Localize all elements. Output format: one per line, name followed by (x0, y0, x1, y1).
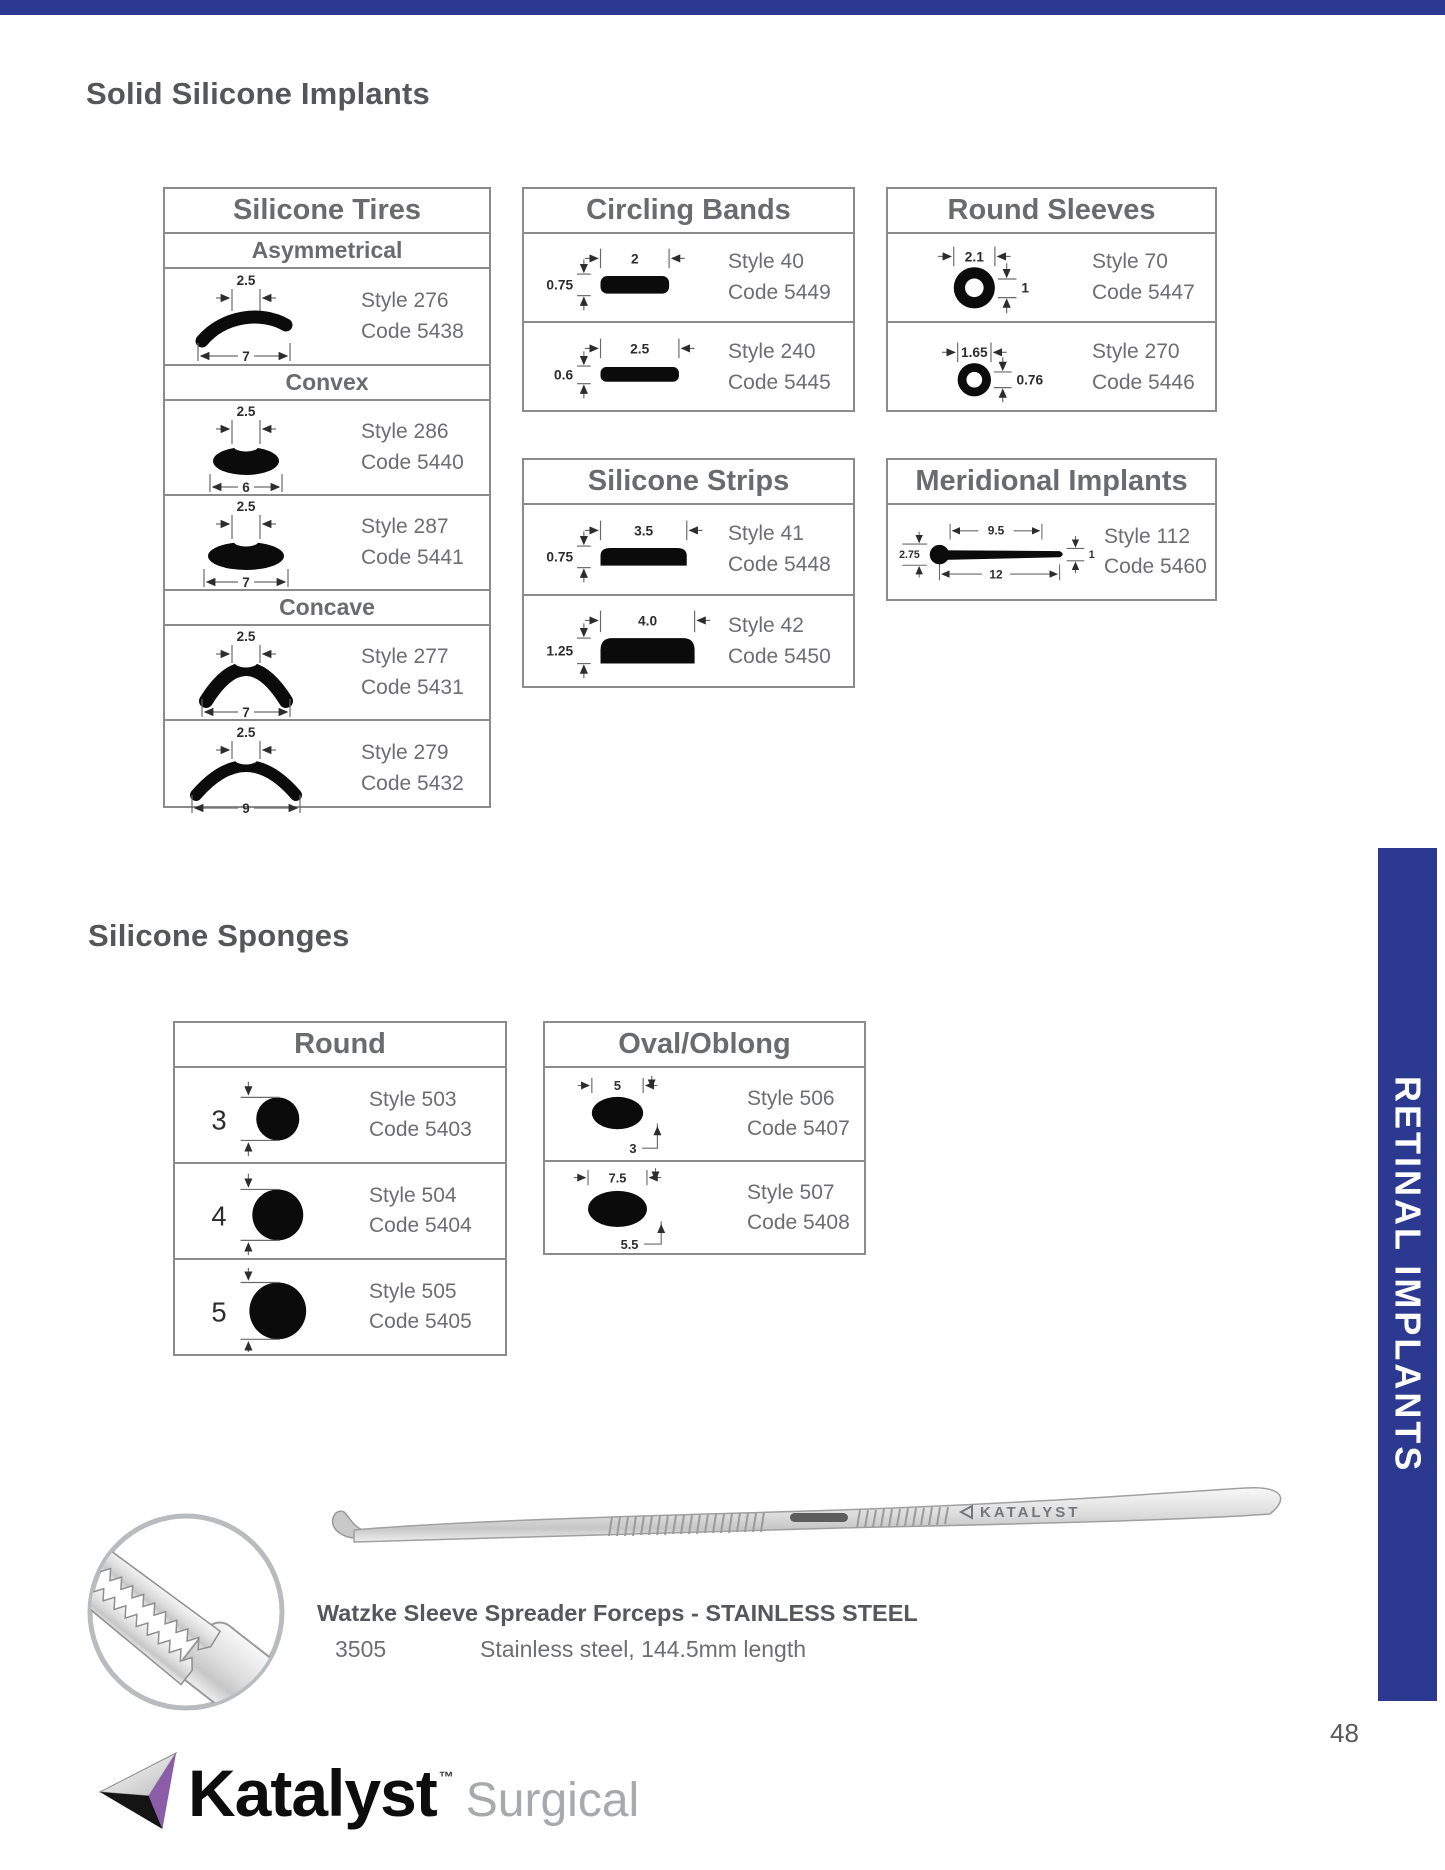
code-label: Code 5449 (728, 280, 831, 304)
dim-label: 0.75 (546, 277, 574, 293)
section-label-convex: Convex (165, 366, 489, 401)
product-name: Watzke Sleeve Spreader Forceps - STAINLESS STEEL (317, 1600, 918, 1626)
dim-label: 0.76 (1016, 372, 1044, 388)
style-label: Style 505 (369, 1279, 457, 1303)
dim-label: 1 (1021, 280, 1030, 296)
brand-trademark: ™ (438, 1769, 454, 1786)
dim-label: 7 (242, 574, 250, 589)
table-row (165, 626, 489, 721)
silicone-tires-table (163, 187, 491, 815)
brand-logo (98, 1736, 640, 1830)
table-row (165, 496, 489, 591)
retinal-implants-tab (1378, 848, 1437, 1701)
code-label: Code 5404 (369, 1214, 472, 1237)
band-40-diagram (528, 232, 724, 324)
table-row (524, 234, 853, 323)
table-row (175, 1164, 505, 1260)
dim-label: 2.75 (899, 549, 920, 562)
style-code (728, 519, 831, 580)
code-label: Code 5405 (369, 1310, 472, 1333)
code-label: Code 5440 (361, 450, 464, 474)
style-code (1092, 337, 1195, 398)
style-code (361, 512, 464, 573)
dim-label: 7 (242, 348, 250, 363)
style-label: Style 41 (728, 522, 804, 546)
table-row (524, 323, 853, 412)
forceps-tip-inset (84, 1510, 289, 1715)
code-label: Code 5441 (361, 545, 464, 569)
style-label: Style 240 (728, 340, 816, 364)
table-row (888, 234, 1215, 323)
style-label: Style 270 (1092, 340, 1180, 364)
style-label: Style 112 (1104, 524, 1190, 548)
strip-42-diagram (528, 596, 724, 688)
engraving-text: KATALYST (980, 1504, 1081, 1521)
table-row (524, 505, 853, 596)
strip-41-diagram (528, 504, 724, 596)
table-row (524, 596, 853, 687)
section-heading-solid: Solid Silicone Implants (86, 76, 430, 111)
table-row (545, 1162, 864, 1254)
sponge-503-diagram (187, 1068, 347, 1162)
code-label: Code 5432 (361, 771, 464, 795)
style-code (361, 738, 464, 799)
section-label-asymmetrical: Asymmetrical (165, 234, 489, 269)
dim-label: 4.0 (638, 612, 658, 628)
page-number: 48 (1330, 1718, 1359, 1748)
product-sku: 3505 (335, 1636, 387, 1662)
table-row (545, 1068, 864, 1162)
sponge-504-diagram (187, 1164, 347, 1258)
dim-label: 7 (242, 704, 250, 719)
style-label: Style 507 (747, 1180, 835, 1204)
code-label: Code 5408 (747, 1211, 850, 1234)
sleeve-270-diagram (892, 322, 1088, 414)
tire-276-diagram (179, 271, 339, 363)
style-label: Style 276 (361, 289, 449, 313)
code-label: Code 5431 (361, 675, 464, 699)
table-title: Silicone Strips (524, 460, 853, 505)
style-label: Style 287 (361, 515, 449, 539)
dim-label: 7.5 (608, 1170, 627, 1186)
code-label: Code 5446 (1092, 370, 1195, 394)
style-label: Style 504 (369, 1183, 457, 1207)
top-accent-bar (0, 0, 1445, 15)
dim-label: 5 (211, 1296, 227, 1328)
dim-label: 5 (613, 1078, 622, 1094)
tire-277-diagram (179, 627, 339, 719)
style-code (361, 642, 464, 703)
code-label: Code 5460 (1104, 555, 1207, 578)
tire-287-diagram (179, 497, 339, 589)
style-label: Style 503 (369, 1087, 457, 1111)
brand-suffix: Surgical (465, 1774, 640, 1827)
forceps-slot (790, 1513, 848, 1522)
dim-label: 0.6 (554, 367, 574, 383)
style-label: Style 506 (747, 1086, 835, 1110)
dim-label: 3 (211, 1104, 227, 1136)
style-code (1104, 522, 1207, 583)
section-label-concave: Concave (165, 591, 489, 626)
table-row (165, 401, 489, 496)
retinal-implants-label: RETINAL IMPLANTS (1387, 1075, 1429, 1474)
table-title: Oval/Oblong (545, 1023, 864, 1068)
style-label: Style 42 (728, 614, 804, 638)
style-code (369, 1181, 472, 1242)
code-label: Code 5445 (728, 370, 831, 394)
sponges-oval-table (543, 1021, 866, 1255)
product-description: Stainless steel, 144.5mm length (480, 1636, 807, 1662)
dim-label: 9 (242, 800, 250, 815)
code-label: Code 5448 (728, 552, 831, 576)
section-heading-sponges: Silicone Sponges (88, 918, 350, 953)
table-row (165, 269, 489, 366)
table-row (175, 1068, 505, 1164)
band-240-diagram (528, 322, 724, 414)
sponge-507-diagram (551, 1161, 741, 1255)
dim-label: 2.5 (236, 628, 256, 644)
code-label: Code 5407 (747, 1117, 850, 1140)
dim-label: 2.5 (236, 498, 256, 514)
meridional-112-diagram (890, 506, 1102, 598)
circling-bands-table (522, 187, 855, 412)
sponge-505-diagram (187, 1260, 347, 1354)
dim-label: 2.5 (236, 403, 256, 419)
table-title: Silicone Tires (165, 189, 489, 234)
dim-label: 2.5 (236, 272, 256, 288)
table-row (175, 1260, 505, 1354)
style-label: Style 279 (361, 741, 449, 765)
code-label: Code 5438 (361, 319, 464, 343)
code-label: Code 5403 (369, 1118, 472, 1141)
code-label: Code 5450 (728, 644, 831, 668)
table-row (888, 323, 1215, 412)
dim-label: 1.25 (546, 643, 574, 659)
forceps-photo (320, 1472, 1310, 1597)
dim-label: 5.5 (620, 1236, 639, 1252)
dim-label: 3.5 (634, 522, 654, 538)
dim-label: 2 (630, 250, 639, 266)
table-title: Meridional Implants (888, 460, 1215, 505)
style-code (747, 1178, 850, 1239)
style-code (728, 247, 831, 308)
style-code (361, 286, 464, 347)
dim-label: 4 (211, 1200, 227, 1232)
dim-label: 1 (1088, 549, 1095, 562)
table-row (165, 721, 489, 816)
style-code (369, 1085, 472, 1146)
style-label: Style 70 (1092, 250, 1168, 274)
dim-label: 2.5 (630, 340, 650, 356)
table-title: Round Sleeves (888, 189, 1215, 234)
style-label: Style 277 (361, 645, 449, 669)
style-code (728, 611, 831, 672)
dim-label: 1.65 (960, 344, 988, 360)
sponge-506-diagram (551, 1067, 741, 1161)
dim-label: 6 (242, 479, 250, 494)
brand-name: Katalyst (188, 1756, 437, 1830)
style-label: Style 286 (361, 420, 449, 444)
style-code (369, 1277, 472, 1338)
table-title: Circling Bands (524, 189, 853, 234)
dim-label: 12 (989, 567, 1003, 582)
code-label: Code 5447 (1092, 280, 1195, 304)
dim-label: 0.75 (546, 549, 574, 565)
round-sleeves-table (886, 187, 1217, 412)
dim-label: 3 (629, 1140, 637, 1156)
table-row (888, 505, 1215, 599)
style-code (747, 1084, 850, 1145)
tire-286-diagram (179, 402, 339, 494)
table-title: Round (175, 1023, 505, 1068)
tire-279-diagram (179, 723, 339, 815)
sleeve-70-diagram (892, 232, 1088, 324)
dim-label: 2.5 (236, 724, 256, 740)
brand-arrow-icon (98, 1750, 180, 1830)
style-code (361, 417, 464, 478)
meridional-implants-table (886, 458, 1217, 601)
silicone-strips-table (522, 458, 855, 688)
style-label: Style 40 (728, 250, 804, 274)
sponges-round-table (173, 1021, 507, 1356)
dim-label: 2.1 (964, 248, 984, 264)
style-code (728, 337, 831, 398)
style-code (1092, 247, 1195, 308)
dim-label: 9.5 (987, 523, 1005, 538)
